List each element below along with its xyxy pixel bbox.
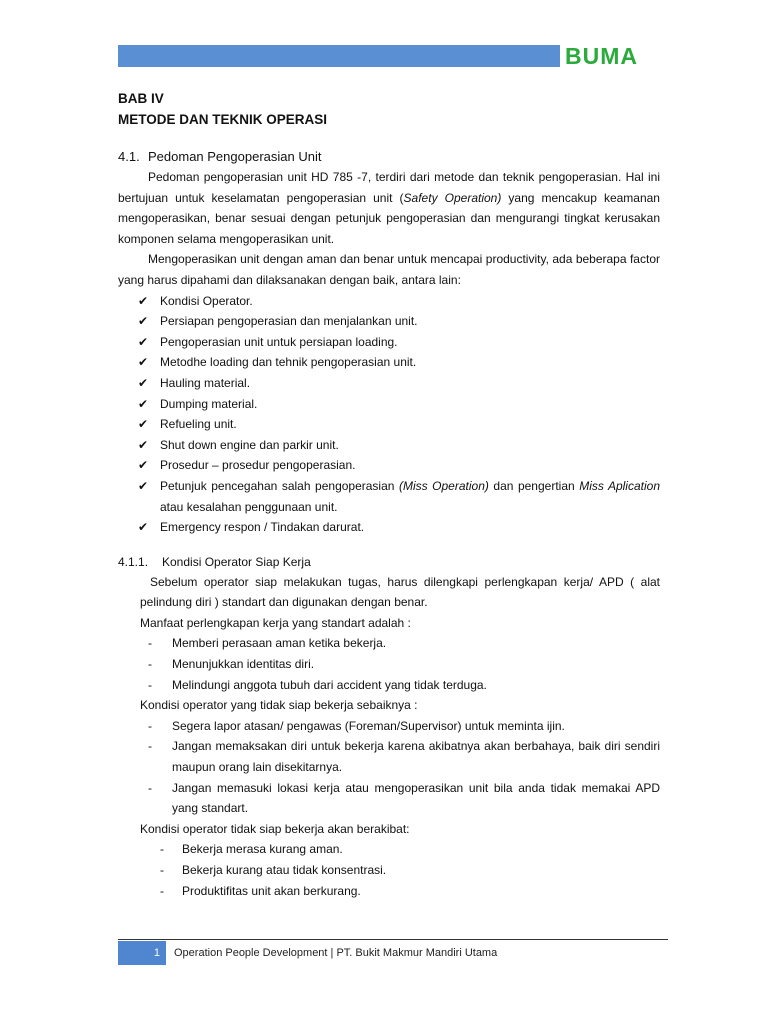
list-item xyxy=(118,291,660,312)
list-item-label: Metodhe loading dan tehnik pengoperasian unit. xyxy=(160,355,417,370)
checkmark-icon: ✔ xyxy=(138,417,149,432)
paragraph-emphasis: Safety Operation) xyxy=(403,190,502,205)
list-item xyxy=(118,455,660,476)
not-ready-heading: Kondisi operator yang tidak siap bekerja sebaiknya : xyxy=(140,698,418,713)
dash-bullet: - xyxy=(148,780,152,795)
list-item xyxy=(140,654,660,675)
dash-bullet: - xyxy=(160,842,164,857)
list-item-label: dan pengertian xyxy=(488,478,580,493)
dash-bullet: - xyxy=(160,883,164,898)
checkmark-icon: ✔ xyxy=(138,293,149,308)
section-heading xyxy=(118,147,660,167)
dash-bullet: - xyxy=(160,863,164,877)
chapter-title: METODE DAN TEKNIK OPERASI xyxy=(118,112,328,127)
list-item xyxy=(118,414,660,435)
page-number: 1 xyxy=(153,947,160,959)
list-item-label: Memberi perasaan aman ketika bekerja. xyxy=(172,636,387,651)
consequence-list xyxy=(140,839,660,901)
subsection-body xyxy=(118,572,660,902)
not-ready-list xyxy=(140,716,660,819)
paragraph-text: Pedoman pengoperasian unit HD 785 -7, terdiri dari metode dan teknik pengoperasian. Hal ini bertujuan untuk keselamatan pengoperasian unit ( xyxy=(118,170,660,205)
dash-bullet: - xyxy=(148,718,152,733)
section-paragraph-2: Mengoperasikan unit dengan aman dan benar untuk mencapai productivity, ada beberapa factor yang harus dipahami dan dilaksanakan dengan baik, antara lain: xyxy=(118,252,660,287)
list-item-label: Bekerja merasa kurang aman. xyxy=(182,842,343,857)
subsection-number: 4.1.1. xyxy=(118,554,149,569)
list-item-label: Prosedur – prosedur pengoperasian. xyxy=(160,458,356,473)
list-item xyxy=(118,476,660,517)
list-item-label: Dumping material. xyxy=(160,396,258,411)
dash-bullet: - xyxy=(148,636,152,651)
chapter-label: BAB IV xyxy=(118,91,164,106)
list-item-label: Segera lapor atasan/ pengawas (Foreman/Supervisor) untuk meminta ijin. xyxy=(172,718,565,733)
list-item-label: Refueling unit. xyxy=(160,417,237,432)
list-item-label: Kondisi Operator. xyxy=(160,293,253,308)
list-item xyxy=(140,860,660,881)
list-item-label: Melindungi anggota tubuh dari accident yang tidak terduga. xyxy=(172,677,487,692)
list-item-label: atau kesalahan penggunaan unit. xyxy=(160,499,338,514)
page-content xyxy=(118,88,660,901)
list-item xyxy=(118,517,660,538)
checkmark-icon: ✔ xyxy=(138,520,149,535)
section-paragraph-1 xyxy=(118,167,660,249)
checkmark-icon: ✔ xyxy=(138,314,149,329)
factor-checklist xyxy=(118,291,660,538)
list-item-label: Jangan memasuki lokasi kerja atau mengoperasikan unit bila anda tidak memakai APD yang standart. xyxy=(172,780,660,816)
list-item-label: Persiapan pengoperasian dan menjalankan unit. xyxy=(160,314,418,329)
list-item-label: Emergency respon / Tindakan darurat. xyxy=(160,520,365,535)
list-item xyxy=(118,373,660,394)
list-item-label: Produktifitas unit akan berkurang. xyxy=(182,883,361,898)
section-number: 4.1. xyxy=(118,149,140,164)
buma-logo: BUMA xyxy=(565,43,638,69)
page-number-box xyxy=(118,941,166,965)
list-item-label: Shut down engine dan parkir unit. xyxy=(160,437,339,452)
list-item xyxy=(140,633,660,654)
paragraph-text: yang mencakup keamanan mengoperasikan, benar sesuai dengan petunjuk pengoperasian dan mengurangi tingkat kerusakan komponen selama mengoperasikan unit. xyxy=(118,190,660,246)
list-item-label: Hauling material. xyxy=(160,375,251,390)
checkmark-icon: ✔ xyxy=(138,375,149,390)
checkmark-icon: ✔ xyxy=(138,437,149,452)
list-item xyxy=(140,716,660,737)
list-item xyxy=(140,778,660,819)
list-item xyxy=(140,736,660,777)
checkmark-icon: ✔ xyxy=(138,355,149,370)
checkmark-icon: ✔ xyxy=(138,478,149,493)
list-item xyxy=(118,394,660,415)
consequence-heading: Kondisi operator tidak siap bekerja akan berakibat: xyxy=(140,821,410,836)
list-item-emphasis: Miss Aplication xyxy=(579,478,660,493)
checkmark-icon: ✔ xyxy=(138,334,149,349)
list-item xyxy=(118,435,660,456)
list-item xyxy=(140,881,660,902)
benefit-heading: Manfaat perlengkapan kerja yang standart adalah : xyxy=(140,615,411,630)
footer-divider xyxy=(118,939,668,940)
subsection-title: Kondisi Operator Siap Kerja xyxy=(162,554,311,569)
list-item-emphasis: (Miss Operation) xyxy=(398,478,489,493)
dash-bullet: - xyxy=(148,677,152,692)
list-item xyxy=(118,332,660,353)
dash-bullet: - xyxy=(148,739,152,754)
checkmark-icon: ✔ xyxy=(138,458,149,473)
checkmark-icon: ✔ xyxy=(138,396,149,411)
dash-bullet: - xyxy=(148,657,152,672)
list-item-label: Petunjuk pencegahan salah pengoperasian xyxy=(160,478,399,493)
section-title: Pedoman Pengoperasian Unit xyxy=(148,149,322,164)
list-item xyxy=(118,311,660,332)
list-item-label: Jangan memaksakan diri untuk bekerja karena akibatnya akan berbahaya, baik diri sendiri maupun orang lain disekitarnya. xyxy=(172,739,660,775)
header-bar xyxy=(118,45,560,67)
footer-text: Operation People Development | PT. Bukit Makmur Mandiri Utama xyxy=(174,947,498,959)
list-item xyxy=(118,352,660,373)
list-item-label: Bekerja kurang atau tidak konsentrasi. xyxy=(182,863,387,877)
list-item xyxy=(140,839,660,860)
subsection-heading xyxy=(118,552,660,572)
list-item xyxy=(140,675,660,696)
list-item-label: Pengoperasian unit untuk persiapan loading. xyxy=(160,334,398,349)
benefit-list xyxy=(140,633,660,695)
list-item-label: Menunjukkan identitas diri. xyxy=(172,657,315,672)
subsection-intro: Sebelum operator siap melakukan tugas, harus dilengkapi perlengkapan kerja/ APD ( alat pelindung diri ) standart dan digunakan dengan benar. xyxy=(140,574,660,610)
